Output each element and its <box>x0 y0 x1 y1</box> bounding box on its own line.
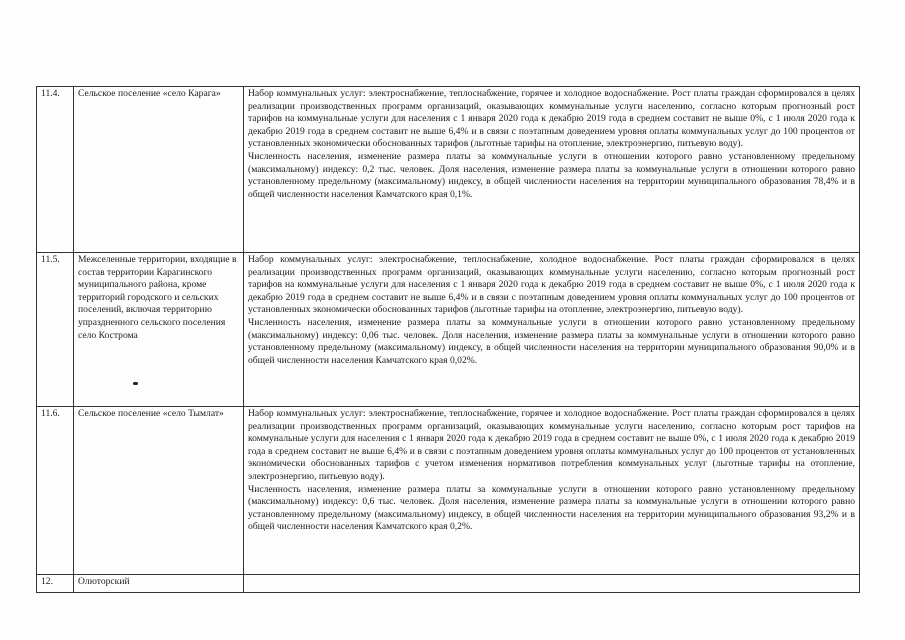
row-number: 11.5. <box>37 253 74 407</box>
row-description <box>244 575 860 593</box>
row-number: 11.6. <box>37 407 74 575</box>
description-paragraph: Набор коммунальных услуг: электроснабжение, теплоснабжение, горячее и холодное водоснабжение. Рост платы граждан сформировался в целях реализации производственных программ организаций, оказывающих коммунальные услуги населению, согласно которым прогнозный рост тарифов на коммунальные услуги для населения с 1 января 2020 года к декабрю 2019 года в среднем составит не выше 0%, с 1 июля 2020 года к декабрю 2019 года в среднем составит не выше 6,4% и в связи с поэтапным доведением уровня оплаты коммунальных услуг до 100 процентов от установленных экономически обоснованных тарифов (льготные тарифы на отопление, электроэнергию, питьевую воду). <box>248 88 855 150</box>
description-paragraph: Численность населения, изменение размера платы за коммунальные услуги в отношении которого равно установленному предельному (максимальному) индексу: 0,6 тыс. человек. Доля населения, изменение размера платы за коммунальные услуги в отношении которого равно установленному предельному (максимальному) индексу, в общей численности населения на территории муниципального образования 93,2% и в общей численности населения Камчатского края 0,2%. <box>248 483 855 533</box>
description-paragraph: Набор коммунальных услуг: электроснабжение, теплоснабжение, горячее и холодное водоснабжение. Рост платы граждан сформировался в целях реализации производственных программ организаций, оказывающих коммунальные услуги населению, согласно которым рост тарифов на коммунальные услуги для населения с 1 января 2020 года к декабрю 2019 года в среднем составит не выше 0%, с 1 июля 2020 года к декабрю 2019 года в среднем составит не выше 6,4% и в связи с поэтапным доведением уровня оплаты коммунальных услуг до 100 процентов от установленных экономически обоснованных тарифов с учетом изменения нормативов потребления коммунальных услуг (льготные тарифы на отопление, электроэнергию, питьевую воду). <box>248 408 855 482</box>
table-row <box>37 407 860 575</box>
municipality-name: Олюторский <box>74 575 244 593</box>
description-paragraph: Численность населения, изменение размера платы за коммунальные услуги в отношении которого равно установленному предельному (максимальному) индексу: 0,06 тыс. человек. Доля населения, изменение размера платы за коммунальные услуги в отношении которого равно установленному предельному (максимальному) индексу, в общей численности населения на территории муниципального образования 90,0% и в общей численности населения Камчатского края 0,02%. <box>248 316 855 366</box>
municipality-name: Сельское поселение «село Тымлат» <box>74 407 244 575</box>
row-number: 12. <box>37 575 74 593</box>
municipality-name: Межселенные территории, входящие в состав территории Карагинского муниципального района, кроме территорий городского и сельских поселений, включая территорию упраздненного сельского поселения село Кострома <box>74 253 244 407</box>
row-description <box>244 87 860 253</box>
description-paragraph: Набор коммунальных услуг: электроснабжение, теплоснабжение, холодное водоснабжение. Рост платы граждан сформировался в целях реализации производственных программ организаций, оказывающих коммунальные услуги населению, согласно которым прогнозный рост тарифов на коммунальные услуги для населения с 1 января 2020 года к декабрю 2019 года в среднем составит не выше 0%, с 1 июля 2020 года к декабрю 2019 года в среднем составит не выше 6,4% и в связи с поэтапным доведением уровня оплаты коммунальных услуг до 100 процентов от установленных экономически обоснованных тарифов (льготные тарифы на отопление, электроэнергию, питьевую воду). <box>248 254 855 316</box>
scan-mark <box>133 382 138 385</box>
row-number: 11.4. <box>37 87 74 253</box>
table-row <box>37 87 860 253</box>
row-description <box>244 253 860 407</box>
table-row <box>37 253 860 407</box>
tariff-table <box>36 86 860 593</box>
municipality-name: Сельское поселение «село Карага» <box>74 87 244 253</box>
table-row <box>37 575 860 593</box>
row-description <box>244 407 860 575</box>
description-paragraph: Численность населения, изменение размера платы за коммунальные услуги в отношении которого равно установленному предельному (максимальному) индексу: 0,2 тыс. человек. Доля населения, изменение размера платы за коммунальные услуги в отношении которого равно установленному предельному (максимальному) индексу, в общей численности населения на территории муниципального образования 78,4% и в общей численности населения Камчатского края 0,1%. <box>248 150 855 200</box>
